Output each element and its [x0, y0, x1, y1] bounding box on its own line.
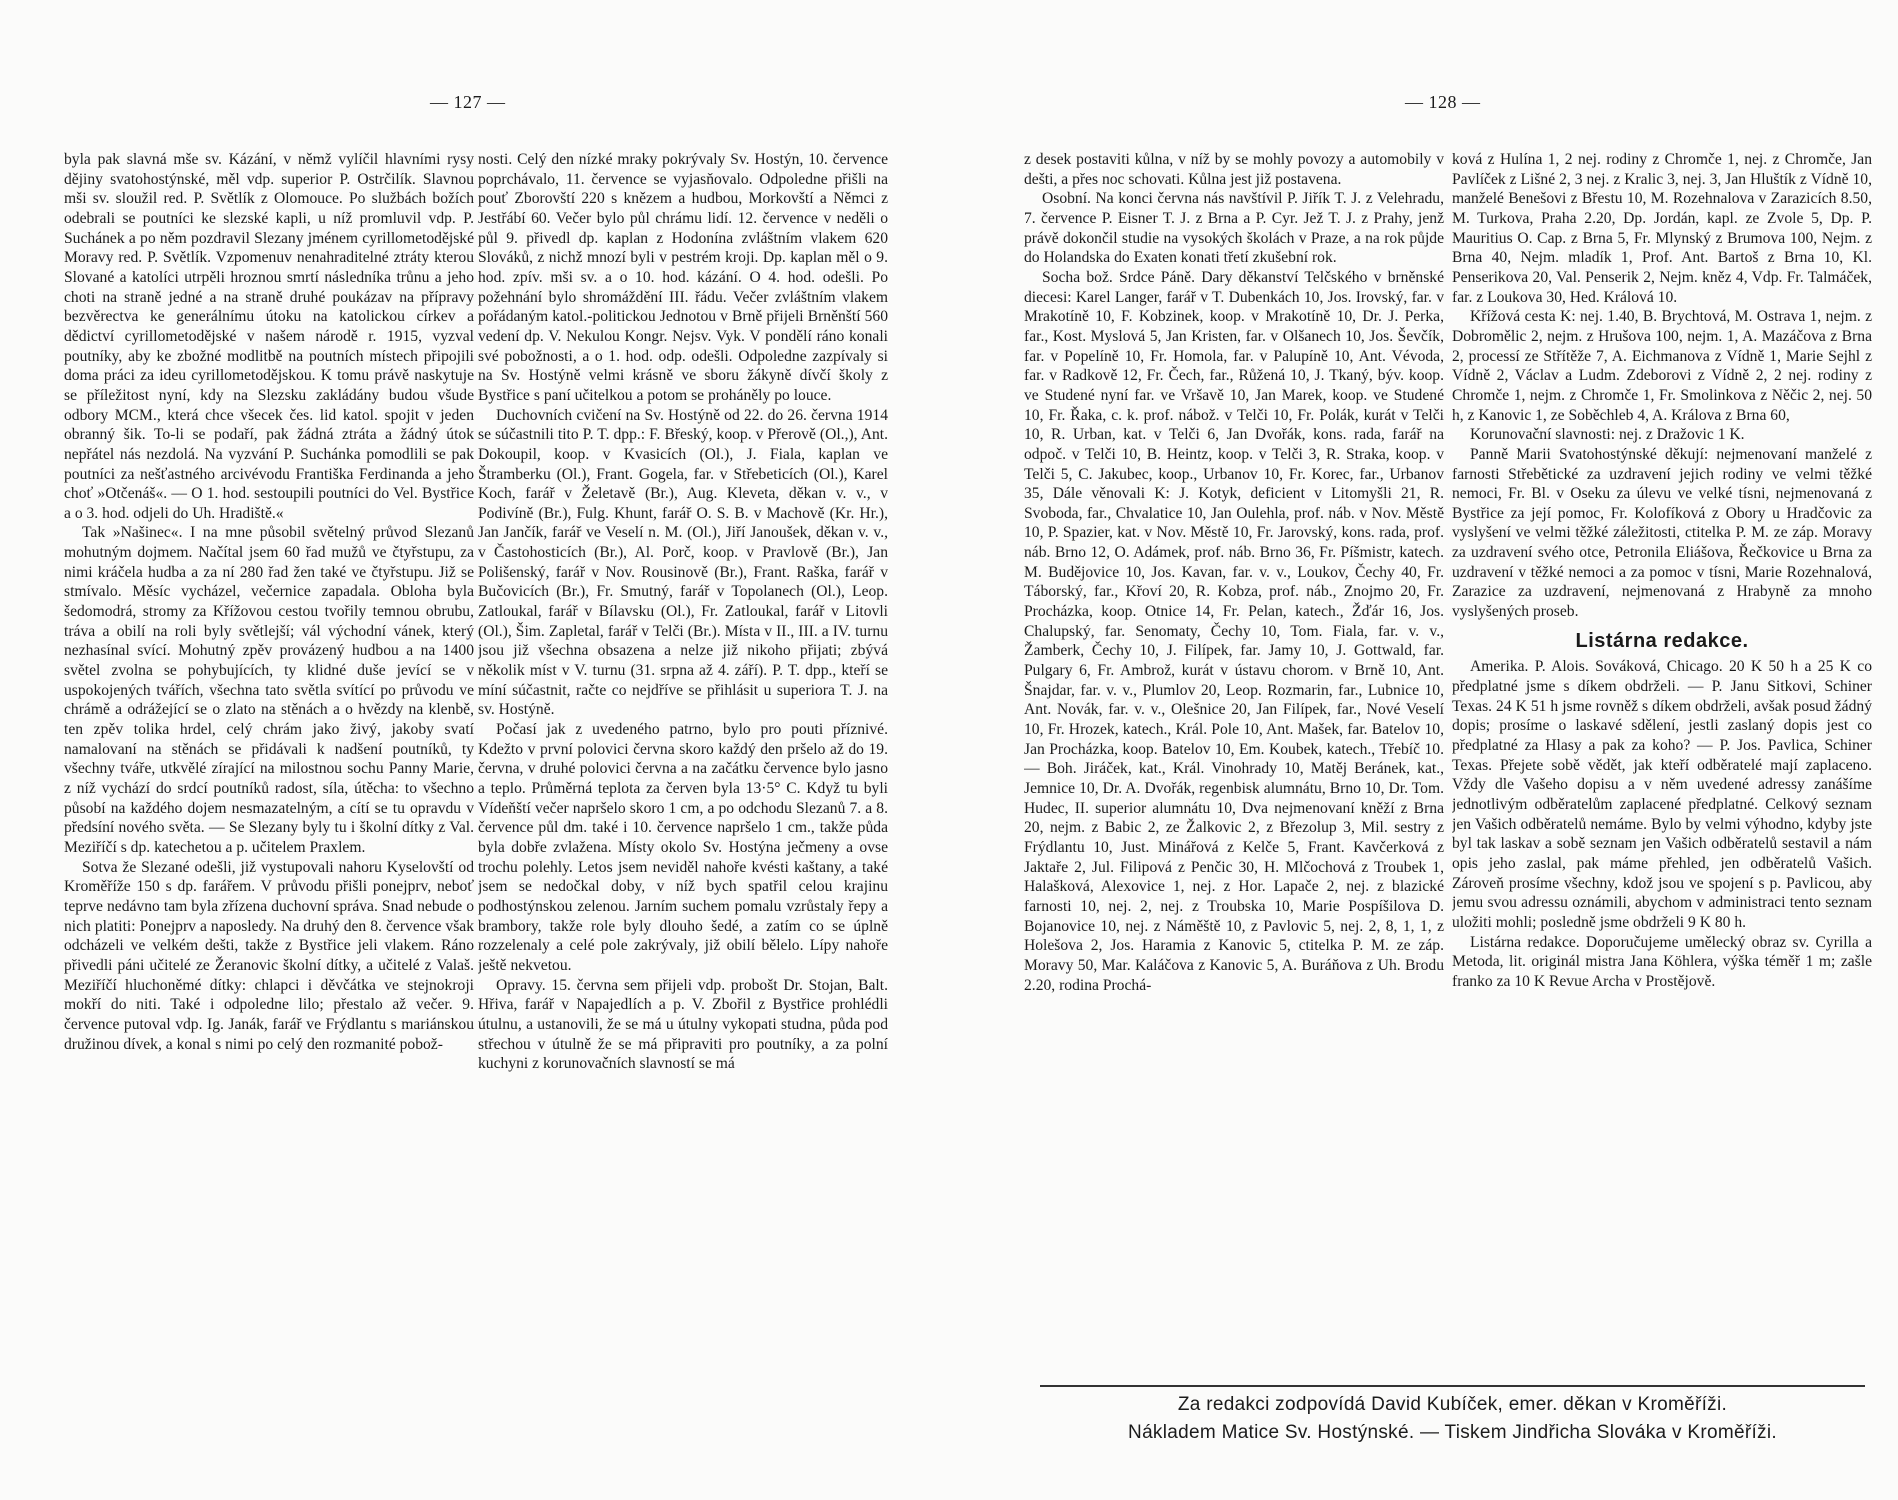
right-page-column-2	[1452, 150, 1872, 1180]
page-number-right: — 128 —	[1405, 92, 1481, 112]
right-page-column-1	[1024, 150, 1444, 1460]
paragraph: Osobní. Na konci června nás navštívil P. Jiřík T. J. z Velehradu, 7. července P. Eisner T. J. z Brna a P. Cyr. Jež T. J. z Prahy, jenž právě dokončil studie na vysokých školách v Praze, a na rok půjde do Holandska do Exaten konati třetí zkušební rok.	[1024, 190, 1444, 267]
paragraph: Amerika. P. Alois. Sováková, Chicago. 20 K 50 h a 25 K co předplatné jsme s díkem obdrželi. — P. Janu Sitkovi, Schiner Texas. 24 K 51 h jsme rovněž s díkem obdrželi, avšak posud žádný dopis; prosíme o laskavé sdělení, jestli zaslaný dopis jest co předplatné za Hlasy a pak za koho? — P. Jos. Pavlica, Schiner Texas. Přejete sobě vědět, jak kteří odběratelé mají zaplaceno. Vždy dle Vašeho dopisu a v něm uvedené adressy zanášíme jednotlivým odběratelům zaplacené předplatné. Celkový seznam jen Vašich odběratelů nemáme. Bylo by velmi výhodno, kdyby jste byl tak laskav a sobě seznam jen Vašich odběratelů sestavil a nám opis jeho zaslal, pak máme přehled, jen odběratelů Vašich. Zároveň prosíme všechny, kdož jsou ve spojení s p. Pavlicou, aby jemu svou adressu oznámili, abychom v administraci tento seznam uložiti mohli; posledně jsme obdrželi 9 K 80 h.	[1452, 658, 1872, 931]
paragraph: Panně Marii Svatohostýnské děkují: nejmenovaní manželé z farnosti Střebětické za uzdravení jejich rodiny ve velmi těžké nemoci, Fr. Bl. v Oseku za úlevu ve velké tísni, nejmenovaná z Bystřice za její pomoc, Fr. Kolofíková z Obory u Hradčovic za vyslyšení ve velmi těžké záležitosti, ctitelka P. M. ze záp. Moravy za uzdravení svého otce, Petronila Eliášova, Řečkovice u Brna za uzdravení v těžké nemoci a za pomoc v tísni, Marie Rozehnalová, Zarazice za uzdravení, nejmenovaná z Hrabyně za mnoho vyslyšených proseb.	[1452, 445, 1872, 621]
paragraph: byla pak slavná mše sv. Kázání, v němž vylíčil hlavními rysy dějiny svatohostýnské, měl vdp. superior P. Ostrčilík. Slavnou mši sv. sloužil red. P. Světlík z Olomouce. Po službách božích odebrali se poutníci ke slezské kapli, u níž promluvil vdp. P. Suchánek a po něm pozdravil Slezany jménem cyrillometodějské Moravy red. P. Světlík. Vzpomenuv nenahraditelné ztráty kterou Slované a katolíci utrpěli hroznou smrtí následníka trůnu a jeho choti na straně jedné a na straně druhé poukázav na přípravy bezvěrectva ke generálnímu útoku na katolickou církev a dědictví cyrillometodějské v našem národě r. 1915, vyzval poutníky, aby ke zbožné modlitbě na poutních místech připojili doma práci za ideu cyrillometodějskou. K tomu právě naskytuje se příležitost nyní, kdy na Slezsku zakládány budou všude odbory MCM., která chce všecek čes. lid katol. spojit v jeden obranný šik. To-li se podaří, pak žádná ztráta a žádný útok nepřátel nás nezdolá. Na vyzvání P. Suchánka pomodlili se pak poutníci za nešťastného arcivévodu Františka Ferdinanda a jeho choť »Otčenáš«. — O 1. hod. sestoupili poutníci do Vel. Bystřice a o 3. hod. odjeli do Uh. Hradiště.«	[64, 151, 474, 522]
left-page-column-1	[64, 150, 474, 1460]
footer-editor-line: Za redakci zodpovídá David Kubíček, emer. děkan v Kroměříži.	[1177, 1394, 1728, 1415]
paragraph: Duchovních cvičení na Sv. Hostýně od 22. do 26. června 1914 se súčastnili tito P. T. dpp.: F. Břeský, koop. v Přerově (Ol.,), Ant. Dokoupil, koop. v Kvasicích (Ol.), J. Fiala, kaplan ve Štramberku (Ol.), Frant. Gogela, far. v Střebeticích (Ol.), Karel Koch, farář v Želetavě (Br.), Aug. Kleveta, děkan v. v., v Podivíně (Br.), Fulg. Khunt, farář O. S. B. v Machově (Kr. Hr.), Jan Jančík, farář ve Veselí n. M. (Ol.), Jiří Janoušek, děkan v. v., v Častohosticích (Br.), Al. Porč, koop. v Pravlově (Br.), Jan Polišenský, farář v Nov. Rousinově (Br.), Frant. Raška, farář v Bučovicích (Br.), Fr. Smutný, farář v Topolanech (Ol.), Leop. Zatloukal, farář v Bílavsku (Ol.), Fr. Zatloukal, farář v Litovli (Ol.), Šim. Zapletal, farář v Telči (Br.). Místa v II., III. a IV. turnu jsou již všechna obsazena a nelze již nikoho přijati; zbývá několik míst v V. turnu (31. srpna až 4. září). P. T. dpp., kteří se míní súčastnit, račte co nejdříve se přihlásit u superiora T. J. na sv. Hostýně.	[478, 406, 888, 719]
paragraph: Listárna redakce. Doporučujeme umělecký obraz sv. Cyrilla a Metoda, lit. originál mistra Jana Köhlera, výška téměř 1 m; zašle franko za 10 K Revue Archa v Prostějově.	[1452, 933, 1872, 990]
paragraph: Počasí jak z uvedeného patrno, bylo pro pouti příznivé. Kdežto v první polovici června skoro každý den pršelo až do 19. června, v druhé polovici června a na začátku července bylo jasno a teplo. Průměrná teplota za červen byla 13·5° C. Když tu byli Vídeňští večer napršelo skoro 1 cm, a po odchodu Slezanů 7. a 8. července půl dm. také i 10. července napršelo 1 cm., takže půda byla dobře zvlažena. Místy okolo Sv. Hostýna ječmeny a ovse trochu polehly. Letos jsem neviděl nahoře kvésti kaštany, a také jsem se nedočkal doby, v níž bych spatřil celou krajinu podhostýnskou zelenou. Jarním suchem pomalu vzrůstaly řepy a brambory, takže role byly dlouho šedé, a zatím co se úplně rozzelenaly a celé pole zakrývaly, již obilí bělelo. Lípy nahoře ještě nekvetou.	[478, 721, 888, 974]
paragraph: Tak »Našinec«. I na mne působil světelný průvod Slezanů mohutným dojmem. Načítal jsem 60 řad mužů ve čtyřstupu, za nimi kráčela hudba a za ní 280 řad žen také ve čtyřstupu. Již se stmívalo. Měsíc vycházel, večernice zapadala. Obloha byla šedomodrá, stromy za Křížovou cestou tvořily temnou obrubu, tráva a obilí na roli byly světlejší; vál východní vánek, který nezhasínal svící. Mohutný zpěv provázený hudbou a na 1400 světel zvolna se pohybujících, ty klidné duše jevící se v uspokojených tvářích, všechna tato světla svítící po průvodu ve chrámě a odrážející se o zlato na stěnách a o hvězdy na klenbě, ten zpěv tolika hrdel, celý chrám jako živý, jakoby svatí namalovaní na stěnách se přidávali k nadšení poutníků, ty všechny tváře, utkvělé zírající na milostnou sochu Panny Marie, z níž vychází do srdcí poutníků radost, síla, útěcha: to všechno působí na každého dojem nesmazatelným, a cítí se tu opravdu v předsíní nového světa. — Se Slezany byly tu i školní dítky z Val. Meziříčí s dp. katechetou a p. učitelem Praxlem.	[64, 524, 474, 856]
page-number-left: — 127 —	[430, 92, 506, 112]
paragraph: Křížová cesta K: nej. 1.40, B. Brychtová, M. Ostrava 1, nejm. z Dobromělic 2, nejm. z Hrušova 100, nejm. 1, A. Mazáčova z Brna 2, processí ze Střítěže 7, A. Eichmanova z Vídně 1, Marie Sejhl z Vídně 2, Václav a Ludm. Zdeborovi z Vídně 2, 2 nej. rodiny z Chromče 1, nejm. z Chromče 1, Fr. Smolinkova z Něčic 2, nej. 50 h, z Kanovic 1, ze Soběchleb 4, A. Králova z Brna 60,	[1452, 308, 1872, 424]
left-page-column-2	[478, 150, 888, 1460]
paragraph: nosti. Celý den nízké mraky pokrývaly Sv. Hostýn, 10. července poprchávalo, 11. července se vyjasňovalo. Odpoledne přišli na pouť Zborovští 220 s knězem a hudbou, Morkovští a Němci z Jestřábí 60. Večer bylo půl chrámu lidí. 12. července v neděli o půl 9. přivedl dp. kaplan z Hodonína zvláštním vlakem 620 Slováků, z nichž mnozí byli v pestrém kroji. Dp. kaplan měl o 9. hod. zpív. mši sv. a o 10. hod. kázání. O 4. hod. odešli. Po požehnání bylo shromáždění III. řádu. Večer zvláštním vlakem pořádaným katol.-politickou Jednotou v Brně přijeli Brněnští 560 vedení dp. V. Nekulou Kongr. Nejsv. Vyk. V pondělí ráno konali své pobožnosti, a o 1. hod. odp. odešli. Odpoledne zazpívaly si na Sv. Hostýně velmi krásně ve sboru žákyně dívčí školy z Bystřice s paní učitelkou a potom se proháněly po louce.	[478, 151, 888, 404]
footer-publisher-line: Nákladem Matice Sv. Hostýnské. — Tiskem Jindřicha Slováka v Kroměříži.	[1128, 1422, 1777, 1443]
paragraph: Opravy. 15. června sem přijeli vdp. probošt Dr. Stojan, Balt. Hřiva, farář v Napajedlích a p. V. Zbořil z Bystřice prohlédli útulnu, a ustanovili, že se má u útulny vykopati studna, půda pod střechou v útulně že se má připraviti pro poutníky, a za polní kuchyni z korunovačních slavností se má	[478, 976, 888, 1073]
footer-divider	[1040, 1385, 1865, 1387]
paragraph: Korunovační slavnosti: nej. z Dražovic 1 K.	[1470, 426, 1745, 444]
paragraph: ková z Hulína 1, 2 nej. rodiny z Chromče 1, nej. z Chromče, Jan Pavlíček z Lišné 2, 3 nej. z Kralic 3, nej. 3, Jan Hluštík z Vídně 10, manželé Benešovi z Břestu 10, M. Rozehnalova v Zarazicích 8.50, M. Turkova, Praha 2.20, Dp. Jordán, kapl. ze Zvole 5, Dp. P. Mauritius O. Cap. z Brna 5, Fr. Mlynský z Brumova 100, Nejm. z Brna 40, Nejm. mladík 1, Prof. Ant. Bartoš z Brna 10, Kl. Penserikova 20, Val. Penserik 2, Nejm. kněz 4, Vdp. Fr. Talmáček, far. z Loukova 30, Hed. Králová 10.	[1452, 151, 1872, 306]
paragraph: z desek postaviti kůlna, v níž by se mohly povozy a automobily v dešti, a přes noc schovati. Kůlna jest již postavena.	[1024, 151, 1444, 188]
section-heading-listarna: Listárna redakce.	[1575, 629, 1749, 652]
paragraph: Socha bož. Srdce Páně. Dary děkanství Telčského v brněnské diecesi: Karel Langer, farář v T. Dubenkách 10, Jos. Irovský, far. v Mrakotíně 10, F. Kobzinek, koop. v Mrakotíně 10, Dr. J. Perka, far., Kost. Myslová 5, Jan Kristen, far. v Olšanech 10, Jos. Ševčík, far. v Popelíně 10, Fr. Homola, far. v Palupíně 10, Ant. Vévoda, far. v Radkově 12, Fr. Čech, far., Růžená 10, J. Tkaný, býv. koop. ve Studené nyní far. ve Vršavě 10, Jan Marek, koop. ve Studené 10, Fr. Řaka, c. k. prof. nábož. v Telči 10, Fr. Polák, kurát v Telči 10, R. Urban, kat. v Telči 6, Jan Dvořák, kons. rada, farář na odpoč. v Telči 10, B. Heintz, koop. v Telči 3, R. Straka, koop. v Telči 5, C. Jakubec, koop., Urbanov 10, Fr. Korec, far., Urbanov 35, Dále věnovali K: J. Kotyk, deficient v Litomyšli 21, R. Svoboda, far., Chvalatice 10, Jan Oulehla, prof. náb. v Nov. Městě 10, P. Spazier, kat. v Nov. Městě 10, Fr. Jarovský, kons. rada, prof. náb. Brno 12, O. Adámek, prof. náb. Brno 36, Fr. Píšmistr, katech. M. Budějovice 10, Jos. Kavan, far. v. v., Loukov, Čechy 40, Fr. Táborský, far., Křoví 20, R. Kobza, prof. náb., Znojmo 20, Fr. Procházka, koop. Otnice 14, Fr. Pelan, katech., Žďár 16, Jos. Chalupský, far. Senomaty, Čechy 10, Tom. Fiala, far. v. v., Žamberk, Čechy 10, J. Filípek, far. Jamy 10, J. Gottwald, far. Pulgary 6, Fr. Ambrož, kurát v ústavu chorom. v Brně 10, Ant. Šnajdar, far. v. v., Plumlov 20, Leop. Rozmarin, far., Lubnice 10, Ant. Novák, far. v. v., Olešnice 20, Jan Filípek, far., Nové Veselí 10, Fr. Hrozek, katech., Král. Pole 10, Ant. Mašek, far. Batelov 10, Jan Procházka, koop. Batelov 10, Em. Koubek, katech., Třebíč 10. — Boh. Jiráček, kat., Král. Vinohrady 10, Matěj Beránek, kat., Jemnice 10, Dr. A. Dvořák, regenbisk alumnátu, Brno 10, Dr. Tom. Hudec, II. superior alumnátu 10, Dva nejmenovaní kněží z Brna 20, nejm. z Babic 2, ze Žalkovic 2, z Březolup 3, Mil. sestry z Frýdlantu 10, Just. Minářová z Kelče 5, Frant. Kavčerková z Jaktaře 2, Jul. Filipová z Penčic 30, H. Mlčochová z Troubek 1, Halašková, Alexovice 1, nej. z Hor. Lapače 2, nej. z blazické farnosti 10, nej. 2, nej. z Troubska 10, Marie Pospíšilova D. Bojanovice 10, nej. z Náměště 10, z Pavlovic 5, nej. 2, 8, 1, 1, z Holešova 2, Jos. Haramia z Kanovic 5, ctitelka P. M. ze záp. Moravy 50, Mar. Kaláčova z Kanovic 5, A. Buráňova z Uh. Brodu 2.20, rodina Prochá-	[1024, 268, 1444, 994]
paragraph: Sotva že Slezané odešli, již vystupovali nahoru Kyselovští od Kroměříže 150 s dp. farářem. V průvodu přišli ponejprv, neboť teprve nedávno tam byla zřízena duchovní správa. Snad nebude o nich platiti: Ponejprv a naposledy. Na druhý den 8. července však odcházeli ve velkém dešti, takže z Bystřice jeli vlakem. Ráno přivedli páni učitelé ze Žeranovic školní dítky, a učitelé z Valaš. Meziříčí hluchoněmé dítky: chlapci i děvčátka ve stejnokroji mokří do niti. Také i odpoledne lilo; přestalo až večer. 9. července putoval vdp. Ig. Janák, farář ve Frýdlantu s mariánskou družinou dívek, a konal s nimi po celý den rozmanité pobož-	[64, 858, 474, 1053]
